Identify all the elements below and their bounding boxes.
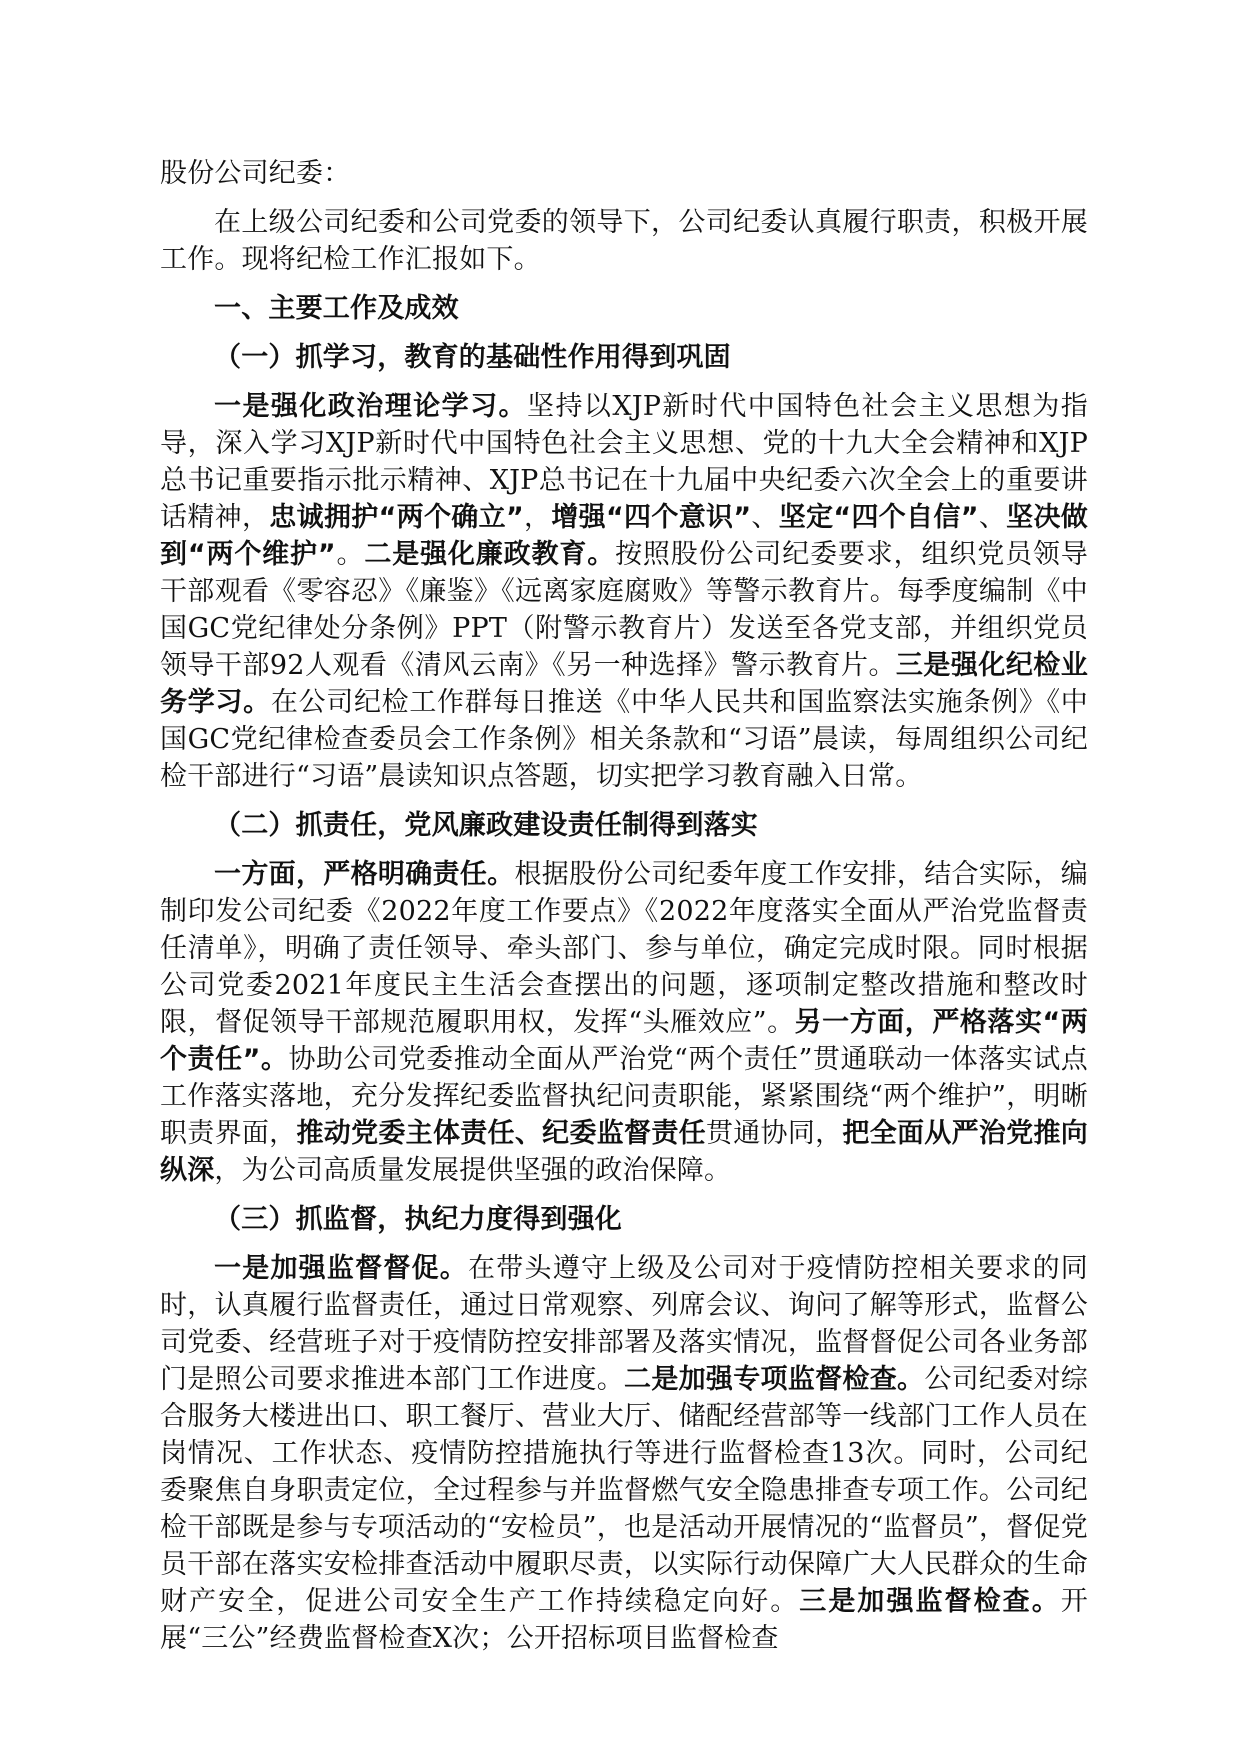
subheading-study: （一）抓学习，教育的基础性作用得到巩固 [214, 342, 731, 373]
body-text: 根据股份公司纪委年度工作安排，结合实际，编制印发公司纪委《2022年度工作要点》《2022年度落实全面从严治党监督责任清单》，明确了责任领导、牵头部门、参与单位，确定完成时限。同时根据公司党委2021年度民主生活会查摆出的问题，逐项制定整改措施和整改时限，督促领导干部规范履职用权，发挥“头雁效应”。 [160, 859, 1089, 1038]
bold-phrase: 增强“四个意识” [551, 502, 752, 533]
body-text: 公司纪委对综合服务大楼进出口、职工餐厅、营业大厅、储配经营部等一线部门工作人员在岗情况、工作状态、疫情防控措施执行等进行监督检查13次。同时，公司纪委聚焦自身职责定位，全过程参与并监督燃气安全隐患排查专项工作。公司纪检干部既是参与专项活动的“安检员”，也是活动开展情况的“监督员”，督促党员干部在落实安检排查活动中履职尽责，以实际行动保障广大人民群众的生命财产安全，促进公司安全生产工作持续稳定向好。 [160, 1364, 1088, 1617]
bold-phrase: 一是强化政治理论学习。 [214, 391, 527, 422]
section-heading-main-work: 一、主要工作及成效 [214, 293, 459, 324]
paragraph-study [160, 388, 1088, 795]
bold-phrase: 忠诚拥护“两个确立” [269, 502, 524, 533]
body-text: 按照股份公司纪委要求，组织党员领导干部观看《零容忍》《廉鉴》《远离家庭腐败》等警示教育片。每季度编制《中国GC党纪律处分条例》PPT（附警示教育片）发送至各党支部，并组织党员领导干部92人观看《清风云南》《另一种选择》警示教育片。 [160, 539, 1088, 681]
bold-phrase: 二是加强专项监督检查。 [624, 1364, 925, 1395]
bold-phrase: 坚定“四个自信” [778, 502, 979, 533]
bold-phrase: 三是强化纪检业务学习。 [160, 650, 1088, 718]
body-text: 。 [335, 539, 365, 570]
body-text: ， [523, 502, 552, 533]
bold-phrase: 一是加强监督督促。 [214, 1253, 469, 1284]
body-text: 开展“三公”经费监督检查X次；公开招标项目监督检查 [160, 1586, 1088, 1654]
body-text: 在带头遵守上级及公司对于疫情防控相关要求的同时，认真履行监督责任，通过日常观察、列席会议、询问了解等形式，监督公司党委、经营班子对于疫情防控安排部署及落实情况，监督督促公司各业务部门是照公司要求推进本部门工作进度。 [160, 1253, 1088, 1395]
bold-phrase: 一方面，严格明确责任。 [214, 859, 515, 890]
bold-phrase: 二是强化廉政教育。 [364, 539, 616, 570]
body-text: 贯通协同， [705, 1118, 843, 1149]
bold-phrase: 坚决做到“两个维护” [160, 502, 1089, 570]
subheading-supervision: （三）抓监督，执纪力度得到强化 [214, 1204, 622, 1235]
document-page [160, 155, 1088, 1657]
body-text: ，为公司高质量发展提供坚强的政治保障。 [214, 1155, 732, 1186]
bold-phrase: 把全面从严治党推向纵深 [160, 1118, 1088, 1186]
paragraph-responsibility [160, 856, 1088, 1189]
body-text: 在公司纪检工作群每日推送《中华人民共和国监察法实施条例》《中国GC党纪律检查委员会工作条例》相关条款和“习语”晨读，每周组织公司纪检干部进行“习语”晨读知识点答题，切实把学习教育融入日常。 [160, 687, 1088, 792]
intro-paragraph: 在上级公司纪委和公司党委的领导下，公司纪委认真履行职责，积极开展工作。现将纪检工作汇报如下。 [160, 207, 1088, 275]
bold-phrase: 另一方面，严格落实“两个责任”。 [160, 1007, 1088, 1075]
salutation: 股份公司纪委： [160, 158, 351, 189]
body-text: 坚持以XJP新时代中国特色社会主义思想为指导，深入学习XJP新时代中国特色社会主义思想、党的十九大全会精神和XJP总书记重要指示批示精神、XJP总书记在十九届中央纪委六次全会上的重要讲话精神， [160, 391, 1088, 533]
paragraph-supervision [160, 1250, 1088, 1657]
body-text: 、 [978, 502, 1007, 533]
bold-phrase: 三是加强监督检查。 [799, 1586, 1061, 1617]
bold-phrase: 推动党委主体责任、纪委监督责任 [296, 1118, 706, 1149]
body-text: 、 [751, 502, 779, 533]
subheading-responsibility: （二）抓责任，党风廉政建设责任制得到落实 [214, 810, 758, 841]
body-text: 协助公司党委推动全面从严治党“两个责任”贯通联动一体落实试点工作落实落地，充分发挥纪委监督执纪问责职能，紧紧围绕“两个维护”，明晰职责界面， [160, 1044, 1089, 1149]
